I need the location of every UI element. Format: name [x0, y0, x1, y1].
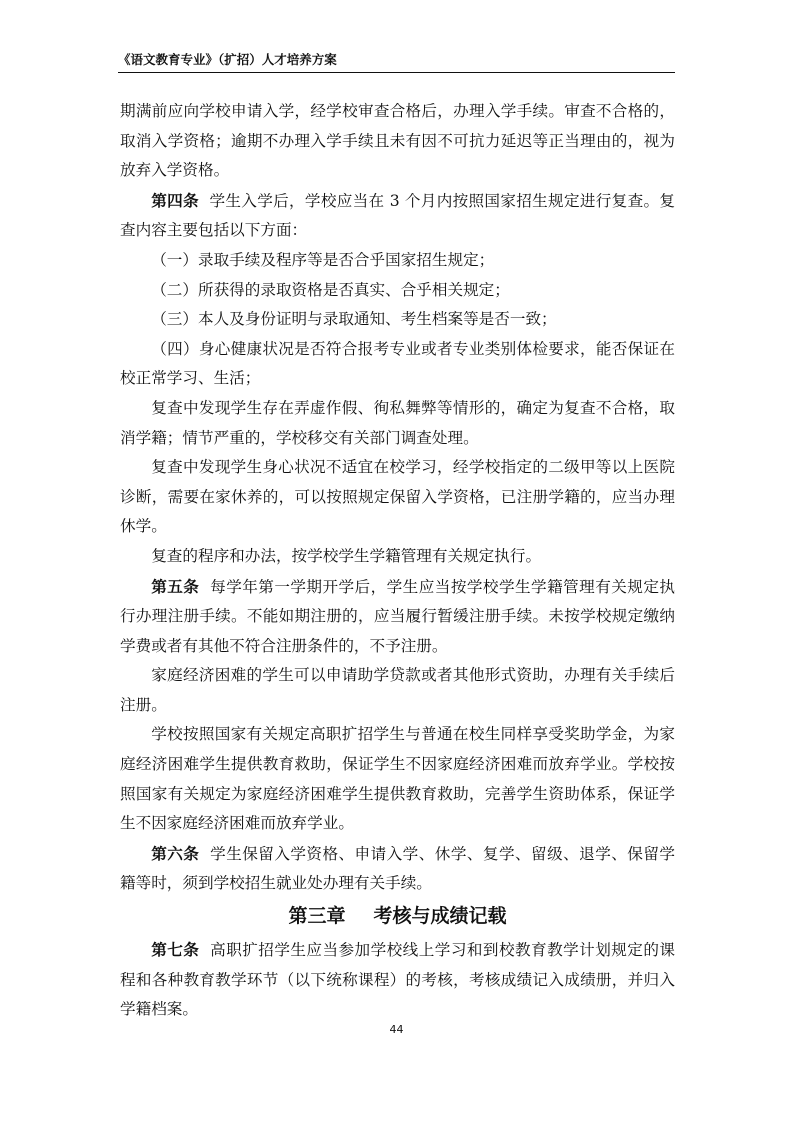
list-item: （一）录取手续及程序等是否合乎国家招生规定； [151, 250, 495, 269]
paragraph: 复查中发现学生存在弄虚作假、徇私舞弊等情形的，确定为复查不合格，取消学籍；情节严重的，学校移交有关部门调查处理。 [120, 398, 675, 447]
paragraph: 学校按照国家有关规定高职扩招学生与普通在校生同样享受奖助学金，为家庭经济困难学生提供教育救助，保证学生不因家庭经济困难而放弃学业。学校按照国家有关规定为家庭经济困难学生提供教育救助，完善学生资助体系，保证学生不因家庭经济困难而放弃学业。 [120, 725, 675, 833]
article-5 [120, 572, 675, 662]
chapter-title: 考核与成绩记载 [373, 905, 507, 928]
page-body [120, 97, 675, 1025]
article-text: 每学年第一学期开学后，学生应当按学校学生学籍管理有关规定执行办理注册手续。不能如期注册的，应当履行暂缓注册手续。未按学校规定缴纳学费或者有其他不符合注册条件的，不予注册。 [120, 577, 675, 655]
list-item: （二）所获得的录取资格是否真实、合乎相关规定； [151, 280, 510, 299]
article-text: 学生保留入学资格、申请入学、休学、复学、留级、退学、保留学籍等时，须到学校招生就业处办理有关手续。 [120, 844, 675, 893]
article-6 [120, 839, 675, 899]
chapter-number: 第三章 [288, 905, 346, 928]
list-item: （三）本人及身份证明与录取通知、考生档案等是否一致； [151, 310, 557, 329]
paragraph: 复查中发现学生身心状况不适宜在校学习，经学校指定的二级甲等以上医院诊断，需要在家休养的，可以按照规定保留入学资格，已注册学籍的，应当办理休学。 [120, 458, 675, 536]
page-number: 44 [389, 1023, 404, 1036]
chapter-heading [120, 901, 675, 931]
article-text: 学生入学后，学校应当在 3 个月内按照国家招生规定进行复查。复查内容主要包括以下方面： [120, 191, 675, 240]
article-label: 第六条 [151, 843, 200, 863]
article-text: 高职扩招学生应当参加学校线上学习和到校教育教学计划规定的课程和各种教育教学环节（以下统称课程）的考核，考核成绩记入成绩册，并归入学籍档案。 [120, 941, 675, 1019]
paragraph: 复查的程序和办法，按学校学生学籍管理有关规定执行。 [151, 546, 542, 565]
article-4 [120, 186, 675, 246]
paragraph: 期满前应向学校申请入学，经学校审查合格后，办理入学手续。审查不合格的，取消入学资格；逾期不办理入学手续且未有因不可抗力延迟等正当理由的，视为放弃入学资格。 [120, 102, 675, 180]
article-label: 第五条 [151, 576, 200, 596]
article-label: 第七条 [151, 940, 200, 960]
paragraph: 家庭经济困难的学生可以申请助学贷款或者其他形式资助，办理有关手续后注册。 [120, 666, 675, 714]
header-rule [118, 72, 675, 73]
running-header: 《语文教育专业》（扩招）人才培养方案 [118, 52, 337, 67]
article-7 [120, 935, 675, 1025]
article-label: 第四条 [151, 190, 199, 210]
list-item: （四）身心健康状况是否符合报考专业或者专业类别体检要求，能否保证在校正常学习、生活； [120, 339, 675, 388]
